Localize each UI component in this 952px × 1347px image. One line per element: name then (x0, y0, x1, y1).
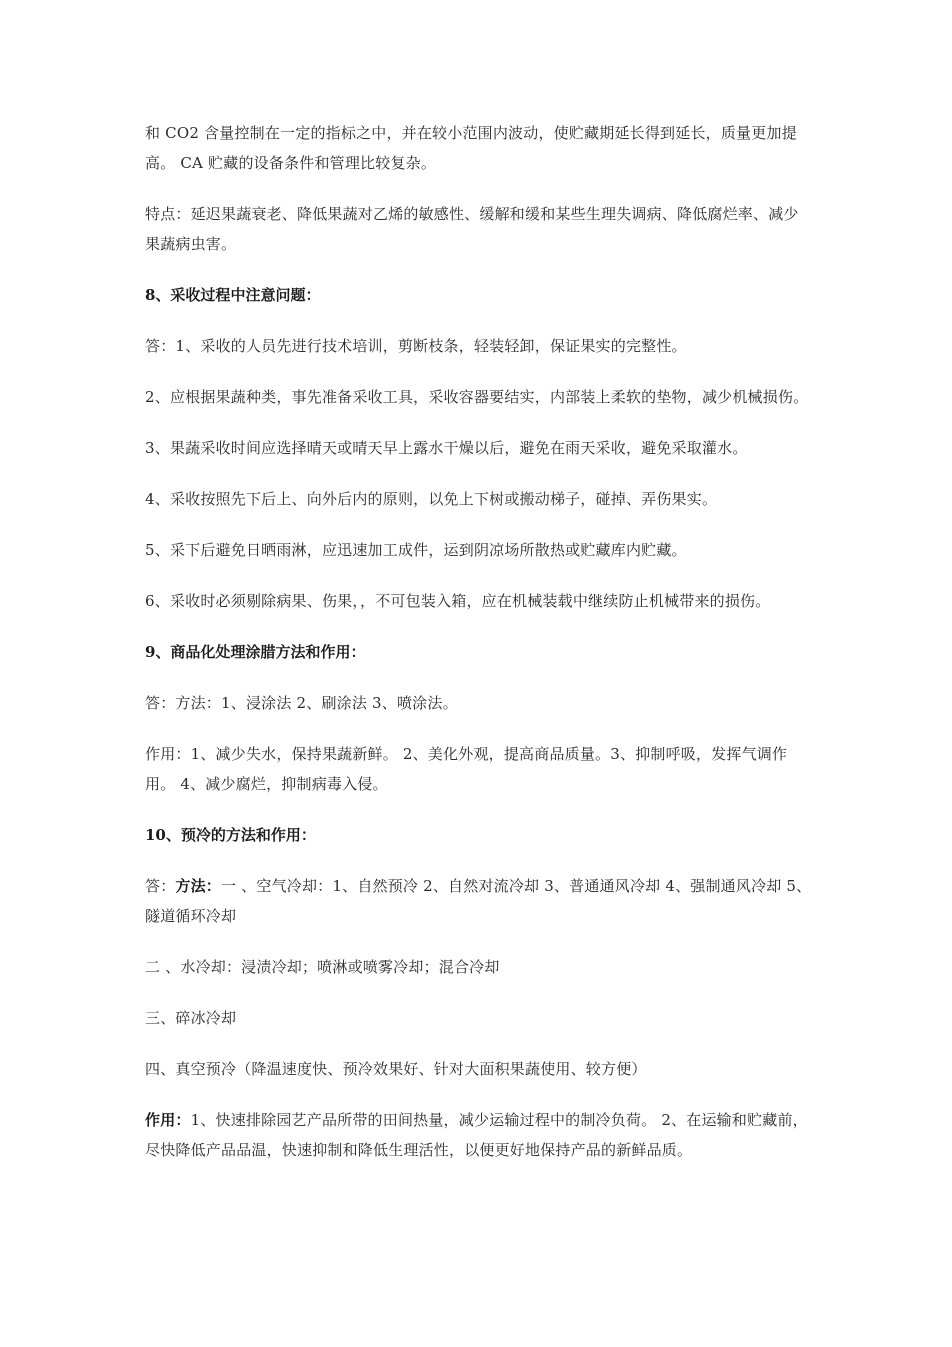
heading-waxing: 9、商品化处理涂腊方法和作用： (145, 643, 366, 661)
precooling-air (145, 871, 813, 931)
harvest-item-3: 3、果蔬采收时间应选择晴天或晴天早上露水干燥以后，避免在雨天采收，避免采取灌水。 (145, 439, 748, 457)
harvest-item-6: 6、采收时必须剔除病果、伤果，，不可包装入箱，应在机械装载中继续防止机械带来的损伤。 (145, 592, 771, 610)
harvest-item-2: 2、应根据果蔬种类，事先准备采收工具，采收容器要结实，内部装上柔软的垫物，减少机械损伤。 (145, 388, 809, 406)
answer-prefix: 答： (145, 877, 176, 895)
harvest-item-4: 4、采收按照先下后上、向外后内的原则，以免上下树或搬动梯子，碰掉、弄伤果实。 (145, 490, 718, 508)
harvest-item-1: 答：1、采收的人员先进行技术培训，剪断枝条，轻装轻卸，保证果实的完整性。 (145, 337, 687, 355)
heading-harvest-issues: 8、采收过程中注意问题： (145, 286, 321, 304)
precooling-vacuum: 四、真空预冷（降温速度快、预冷效果好、针对大面积果蔬使用、较方便） (145, 1060, 647, 1078)
paragraph-ca-storage: 和 CO2 含量控制在一定的指标之中，并在较小范围内波动，使贮藏期延长得到延长，质量更加提高。 CA 贮藏的设备条件和管理比较复杂。 (145, 124, 797, 172)
waxing-effects: 作用：1、减少失水，保持果蔬新鲜。 2、美化外观，提高商品质量。3、抑制呼吸，发挥气调作用。 4、减少腐烂，抑制病毒入侵。 (145, 745, 788, 793)
effects-text: 1、快速排除园艺产品所带的田间热量，减少运输过程中的制冷负荷。 2、在运输和贮藏前，尽快降低产品品温，快速抑制和降低生理活性，以便更好地保持产品的新鲜品质。 (145, 1111, 808, 1159)
heading-precooling: 10、预冷的方法和作用： (145, 826, 316, 844)
waxing-methods: 答：方法：1、浸涂法 2、刷涂法 3、喷涂法。 (145, 694, 458, 712)
precooling-effects (145, 1105, 813, 1165)
effects-label: 作用： (145, 1111, 191, 1129)
precooling-ice: 三、碎冰冷却 (145, 1009, 237, 1027)
paragraph-features: 特点：延迟果蔬衰老、降低果蔬对乙烯的敏感性、缓解和缓和某些生理失调病、降低腐烂率、减少果蔬病虫害。 (145, 205, 799, 253)
document-page (145, 118, 813, 1186)
precooling-water: 二 、水冷却：浸渍冷却；喷淋或喷雾冷却；混合冷却 (145, 958, 500, 976)
methods-label: 方法： (175, 877, 222, 895)
harvest-item-5: 5、采下后避免日晒雨淋，应迅速加工成件，运到阴凉场所散热或贮藏库内贮藏。 (145, 541, 687, 559)
methods-text: 一 、空气冷却：1、自然预冷 2、自然对流冷却 3、普通通风冷却 4、强制通风冷却 5、隧道循环冷却 (145, 877, 812, 925)
